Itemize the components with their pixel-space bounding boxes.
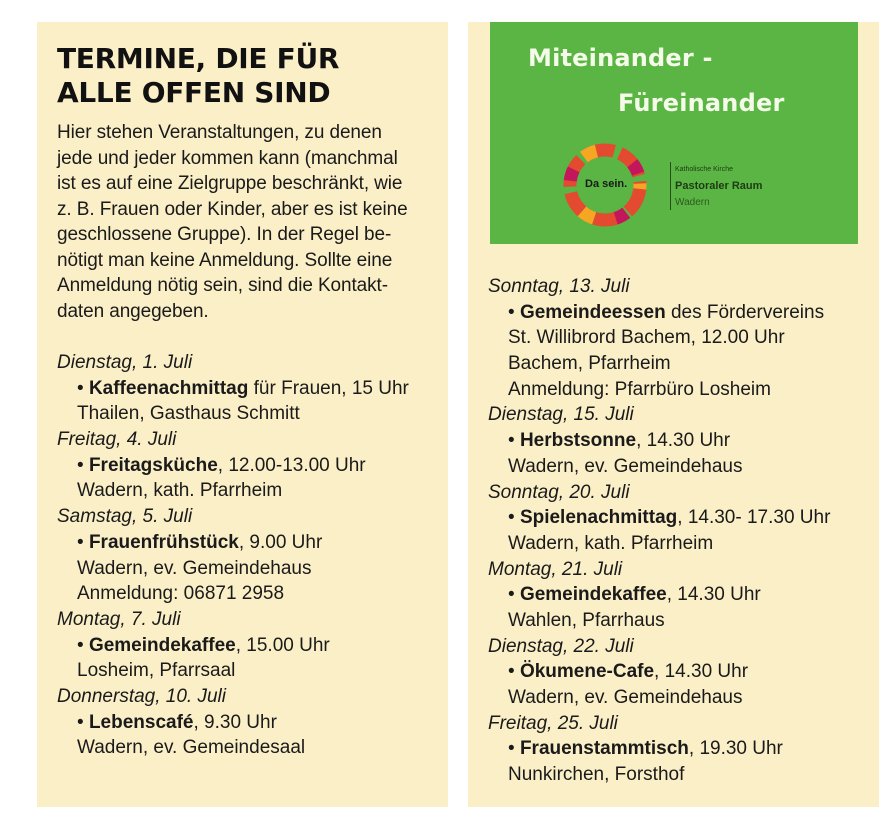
event-title-line (488, 736, 830, 762)
event-date: Dienstag, 1. Juli (57, 352, 193, 373)
event-date: Dienstag, 15. Juli (488, 404, 634, 426)
event-time: , 12.00-13.00 Uhr (217, 454, 366, 476)
event-name: Ökumene-Cafe (519, 661, 655, 683)
bullet: • (77, 711, 89, 733)
event-item (488, 480, 830, 557)
event-date: Sonntag, 20. Juli (488, 481, 630, 503)
event-item (488, 634, 830, 711)
event-date: Sonntag, 13. Juli (488, 276, 630, 297)
intro-line: jede und jeder kommen kann (manchmal (57, 147, 398, 169)
event-title-line (57, 710, 409, 736)
logo-org-small: Katholische Kirche (675, 166, 733, 173)
event-time: für Frauen, 15 Uhr (248, 377, 409, 399)
event-name: Spielenachmittag (519, 507, 678, 529)
event-title-line (57, 376, 409, 402)
event-item (57, 684, 409, 761)
event-date: Dienstag, 22. Juli (488, 635, 634, 657)
event-name: Gemeindeessen (519, 301, 666, 323)
event-name: Gemeindekaffee (88, 634, 236, 656)
event-date: Freitag, 25. Juli (488, 712, 618, 734)
event-date: Donnerstag, 10. Juli (57, 685, 226, 707)
event-item (488, 402, 830, 479)
bullet: • (508, 430, 520, 452)
intro-line: nötigt man keine Anmeldung. Sollte eine (57, 249, 393, 271)
event-name: Lebenscafé (88, 711, 194, 733)
event-time: , 9.30 Uhr (193, 711, 277, 733)
event-name: Frauenstammtisch (519, 738, 689, 760)
event-detail: Anmeldung: 06871 2958 (77, 583, 285, 605)
event-detail: Wadern, ev. Gemeindehaus (508, 455, 743, 477)
event-item (488, 274, 830, 402)
event-detail: Anmeldung: Pfarrbüro Losheim (508, 378, 771, 400)
bullet: • (77, 454, 89, 476)
event-detail: Wadern, ev. Gemeindehaus (77, 557, 312, 579)
event-date: Montag, 7. Juli (57, 608, 181, 630)
event-title-line (57, 453, 409, 479)
intro-line: Anmeldung nötig sein, sind die Kontakt- (57, 275, 388, 296)
event-name: Gemeindekaffee (519, 584, 667, 606)
bullet: • (77, 531, 89, 553)
event-time: , 14.30 Uhr (636, 430, 731, 452)
event-detail: Thailen, Gasthaus Schmitt (77, 403, 300, 425)
event-detail: Wadern, ev. Gemeindehaus (508, 687, 743, 708)
logo-org-place: Wadern (675, 197, 710, 208)
event-item (488, 557, 830, 634)
event-name: Kaffeenachmittag (88, 377, 249, 399)
event-item (57, 504, 409, 607)
event-title-line (488, 300, 830, 326)
logo-org-main: Pastoraler Raum (675, 180, 763, 192)
right-column (468, 22, 879, 807)
bullet: • (508, 301, 520, 323)
event-detail: Wadern, kath. Pfarrheim (508, 532, 714, 554)
event-detail: Wadern, kath. Pfarrheim (77, 480, 283, 502)
event-title-line (488, 505, 830, 531)
logo-ring-text: Da sein. (585, 178, 628, 190)
event-detail: Nunkirchen, Forsthof (508, 764, 685, 786)
event-time: , 15.00 Uhr (235, 634, 330, 656)
event-name: Herbstsonne (519, 430, 637, 452)
title-line: ALLE OFFEN SIND (57, 76, 331, 109)
event-title-line (57, 633, 409, 659)
intro-line: z. B. Frauen oder Kinder, aber es ist keine (57, 198, 408, 220)
bullet: • (77, 377, 89, 399)
event-detail: Bachem, Pfarrheim (508, 353, 671, 375)
logo-divider (670, 162, 671, 210)
intro-line: ist es auf eine Zielgruppe beschränkt, wie (57, 173, 403, 194)
event-time: , 19.30 Uhr (688, 738, 783, 760)
bullet: • (77, 634, 89, 656)
event-name: Frauenfrühstück (88, 531, 239, 553)
intro-line: daten angegeben. (57, 300, 209, 322)
bullet: • (508, 738, 520, 760)
event-title-line (57, 530, 409, 556)
intro-line: Hier stehen Veranstaltungen, zu denen (57, 122, 382, 143)
event-name: Freitagsküche (88, 454, 218, 476)
event-detail: Wahlen, Pfarrhaus (508, 609, 665, 631)
event-detail: Losheim, Pfarrsaal (77, 660, 236, 682)
event-item (488, 711, 830, 788)
bullet: • (508, 584, 520, 606)
banner (490, 22, 858, 244)
event-time: , 14.30 Uhr (666, 584, 761, 606)
event-item (57, 427, 409, 504)
left-column (37, 22, 448, 807)
event-time: , 14.30- 17.30 Uhr (677, 507, 831, 529)
event-time: des Fördervereins (665, 301, 825, 323)
event-date: Freitag, 4. Juli (57, 429, 177, 451)
event-title-line (488, 582, 830, 608)
event-title-line (488, 659, 830, 685)
event-detail: Wadern, ev. Gemeindesaal (77, 737, 306, 759)
event-time: , 9.00 Uhr (238, 531, 323, 553)
event-list-left (57, 350, 409, 761)
title-line: TERMINE, DIE FÜR (57, 42, 340, 75)
event-detail: St. Willibrord Bachem, 12.00 Uhr (508, 327, 785, 349)
event-date: Montag, 21. Juli (488, 558, 623, 580)
event-time: , 14.30 Uhr (654, 661, 749, 683)
event-date: Samstag, 5. Juli (57, 506, 193, 528)
banner-line-1: Miteinander - (528, 44, 713, 72)
event-item (57, 607, 409, 684)
intro-paragraph (57, 120, 442, 324)
intro-line: geschlossene Gruppe). In der Regel be- (57, 224, 392, 245)
event-item (57, 350, 409, 427)
bullet: • (508, 661, 520, 683)
event-title-line (488, 428, 830, 454)
banner-line-2: Füreinander (618, 89, 785, 117)
page-title (57, 42, 339, 110)
bullet: • (508, 507, 520, 529)
event-list-right (488, 274, 830, 788)
